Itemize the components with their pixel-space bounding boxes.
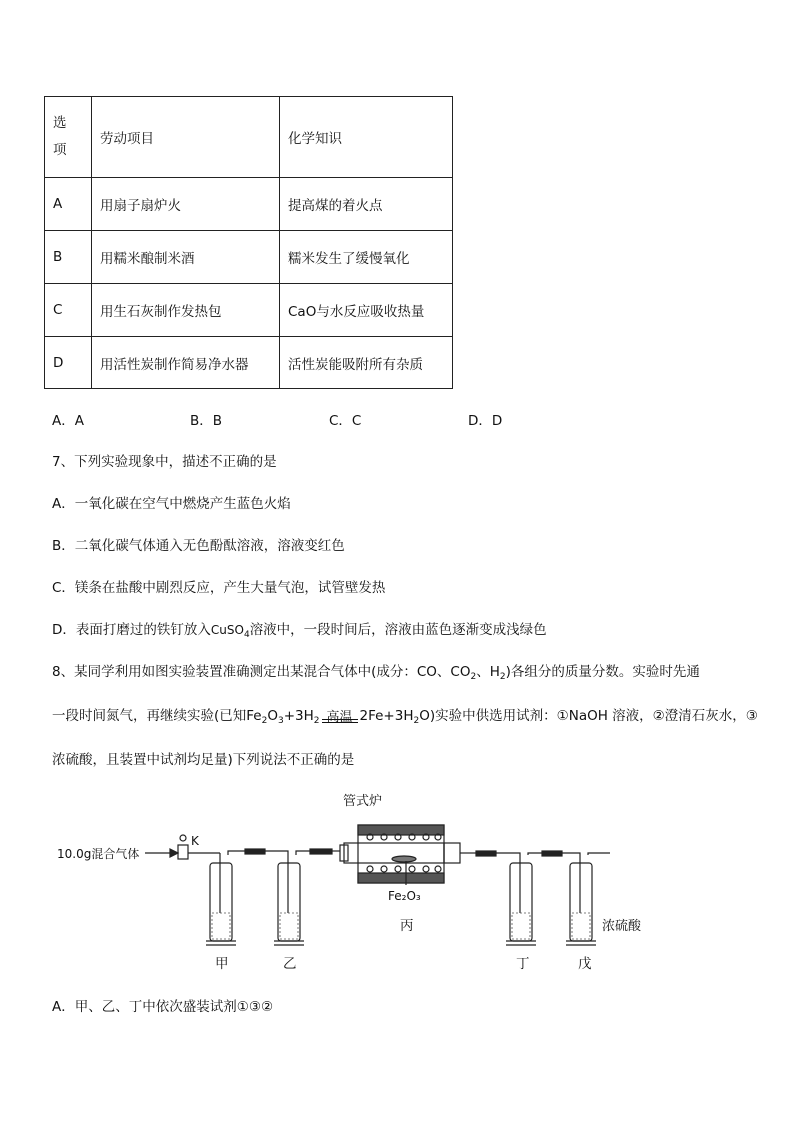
header-cell-labor: 劳动项目 — [92, 97, 280, 178]
label-ding: 丁 — [516, 956, 530, 972]
valve-label: K — [191, 834, 199, 848]
label-wu: 戊 — [578, 956, 592, 972]
choice-d: D．D — [468, 413, 503, 429]
cell: 用扇子扇炉火 — [92, 178, 280, 231]
q7-option-a: A．一氧化碳在空气中燃烧产生蓝色火焰 — [52, 496, 291, 512]
acid-label: 浓硫酸 — [602, 919, 642, 934]
heating-coils — [367, 834, 441, 872]
cell: A — [45, 178, 92, 231]
options-table — [44, 96, 453, 389]
q7-option-c: C．镁条在盐酸中剧烈反应，产生大量气泡，试管壁发热 — [52, 580, 386, 596]
label-jia: 甲 — [215, 956, 229, 972]
q8-line2: 一段时间氮气，再继续实验(已知$Fe_2O_3+3H_2$ 高温 $2Fe+3H_2O$)实验中供选用试剂：①NaOH 溶液，②澄清石灰水，③ — [52, 708, 758, 726]
cell: 糯米发生了缓慢氧化 — [280, 231, 453, 284]
fe2o3-label: Fe₂O₃ — [388, 889, 421, 903]
q7-option-b: B．二氧化碳气体通入无色酚酞溶液，溶液变红色 — [52, 538, 345, 554]
cell: 用活性炭制作简易净水器 — [92, 337, 280, 389]
cell: 活性炭能吸附所有杂质 — [280, 337, 453, 389]
connector-2 — [310, 849, 332, 854]
header-cell-knowledge: 化学知识 — [280, 97, 453, 178]
cell: C — [45, 284, 92, 337]
valve-knob — [180, 835, 186, 841]
q8-line3: 浓硫酸，且装置中试剂均足量)下列说法不正确的是 — [52, 752, 355, 768]
fe2o3-sample — [392, 856, 416, 862]
table-row — [45, 231, 453, 284]
q7-option-d: D．表面打磨过的铁钉放入CuSO$_4$溶液中，一段时间后，溶液由蓝色逐渐变成浅绿色 — [52, 622, 547, 640]
connector-3 — [476, 851, 496, 856]
cell: 用生石灰制作发热包 — [92, 284, 280, 337]
valve-k — [178, 845, 188, 859]
connector-4 — [542, 851, 562, 856]
reaction-condition: 高温 — [326, 710, 353, 725]
apparatus-diagram — [40, 785, 640, 975]
arrow-head — [170, 849, 178, 857]
furnace-label: 管式炉 — [343, 794, 383, 809]
q7-stem: 7、下列实验现象中，描述不正确的是 — [52, 454, 277, 470]
q8-line1: 8、某同学利用如图实验装置准确测定出某混合气体中(成分：CO、$CO_2$、$H_2$)各组分的质量分数。实验时先通 — [52, 664, 700, 682]
cell: B — [45, 231, 92, 284]
gas-label: 10.0g混合气体 — [57, 847, 140, 861]
choice-b: B．B — [190, 413, 223, 429]
table-header-row — [45, 97, 453, 178]
cell: D — [45, 337, 92, 389]
label-yi: 乙 — [283, 956, 297, 972]
table-row — [45, 178, 453, 231]
q8-option-a: A．甲、乙、丁中依次盛装试剂①③② — [52, 999, 274, 1015]
cell: 用糯米酿制米酒 — [92, 231, 280, 284]
header-cell-option: 选 项 — [45, 97, 92, 178]
connector-1 — [245, 849, 265, 854]
table-row — [45, 284, 453, 337]
choice-c: C．C — [329, 413, 362, 429]
table-row — [45, 337, 453, 389]
choice-a: A．A — [52, 413, 84, 429]
cell: 提高煤的着火点 — [280, 178, 453, 231]
label-bing: 丙 — [400, 918, 414, 934]
cell: CaO与水反应吸收热量 — [280, 284, 453, 337]
